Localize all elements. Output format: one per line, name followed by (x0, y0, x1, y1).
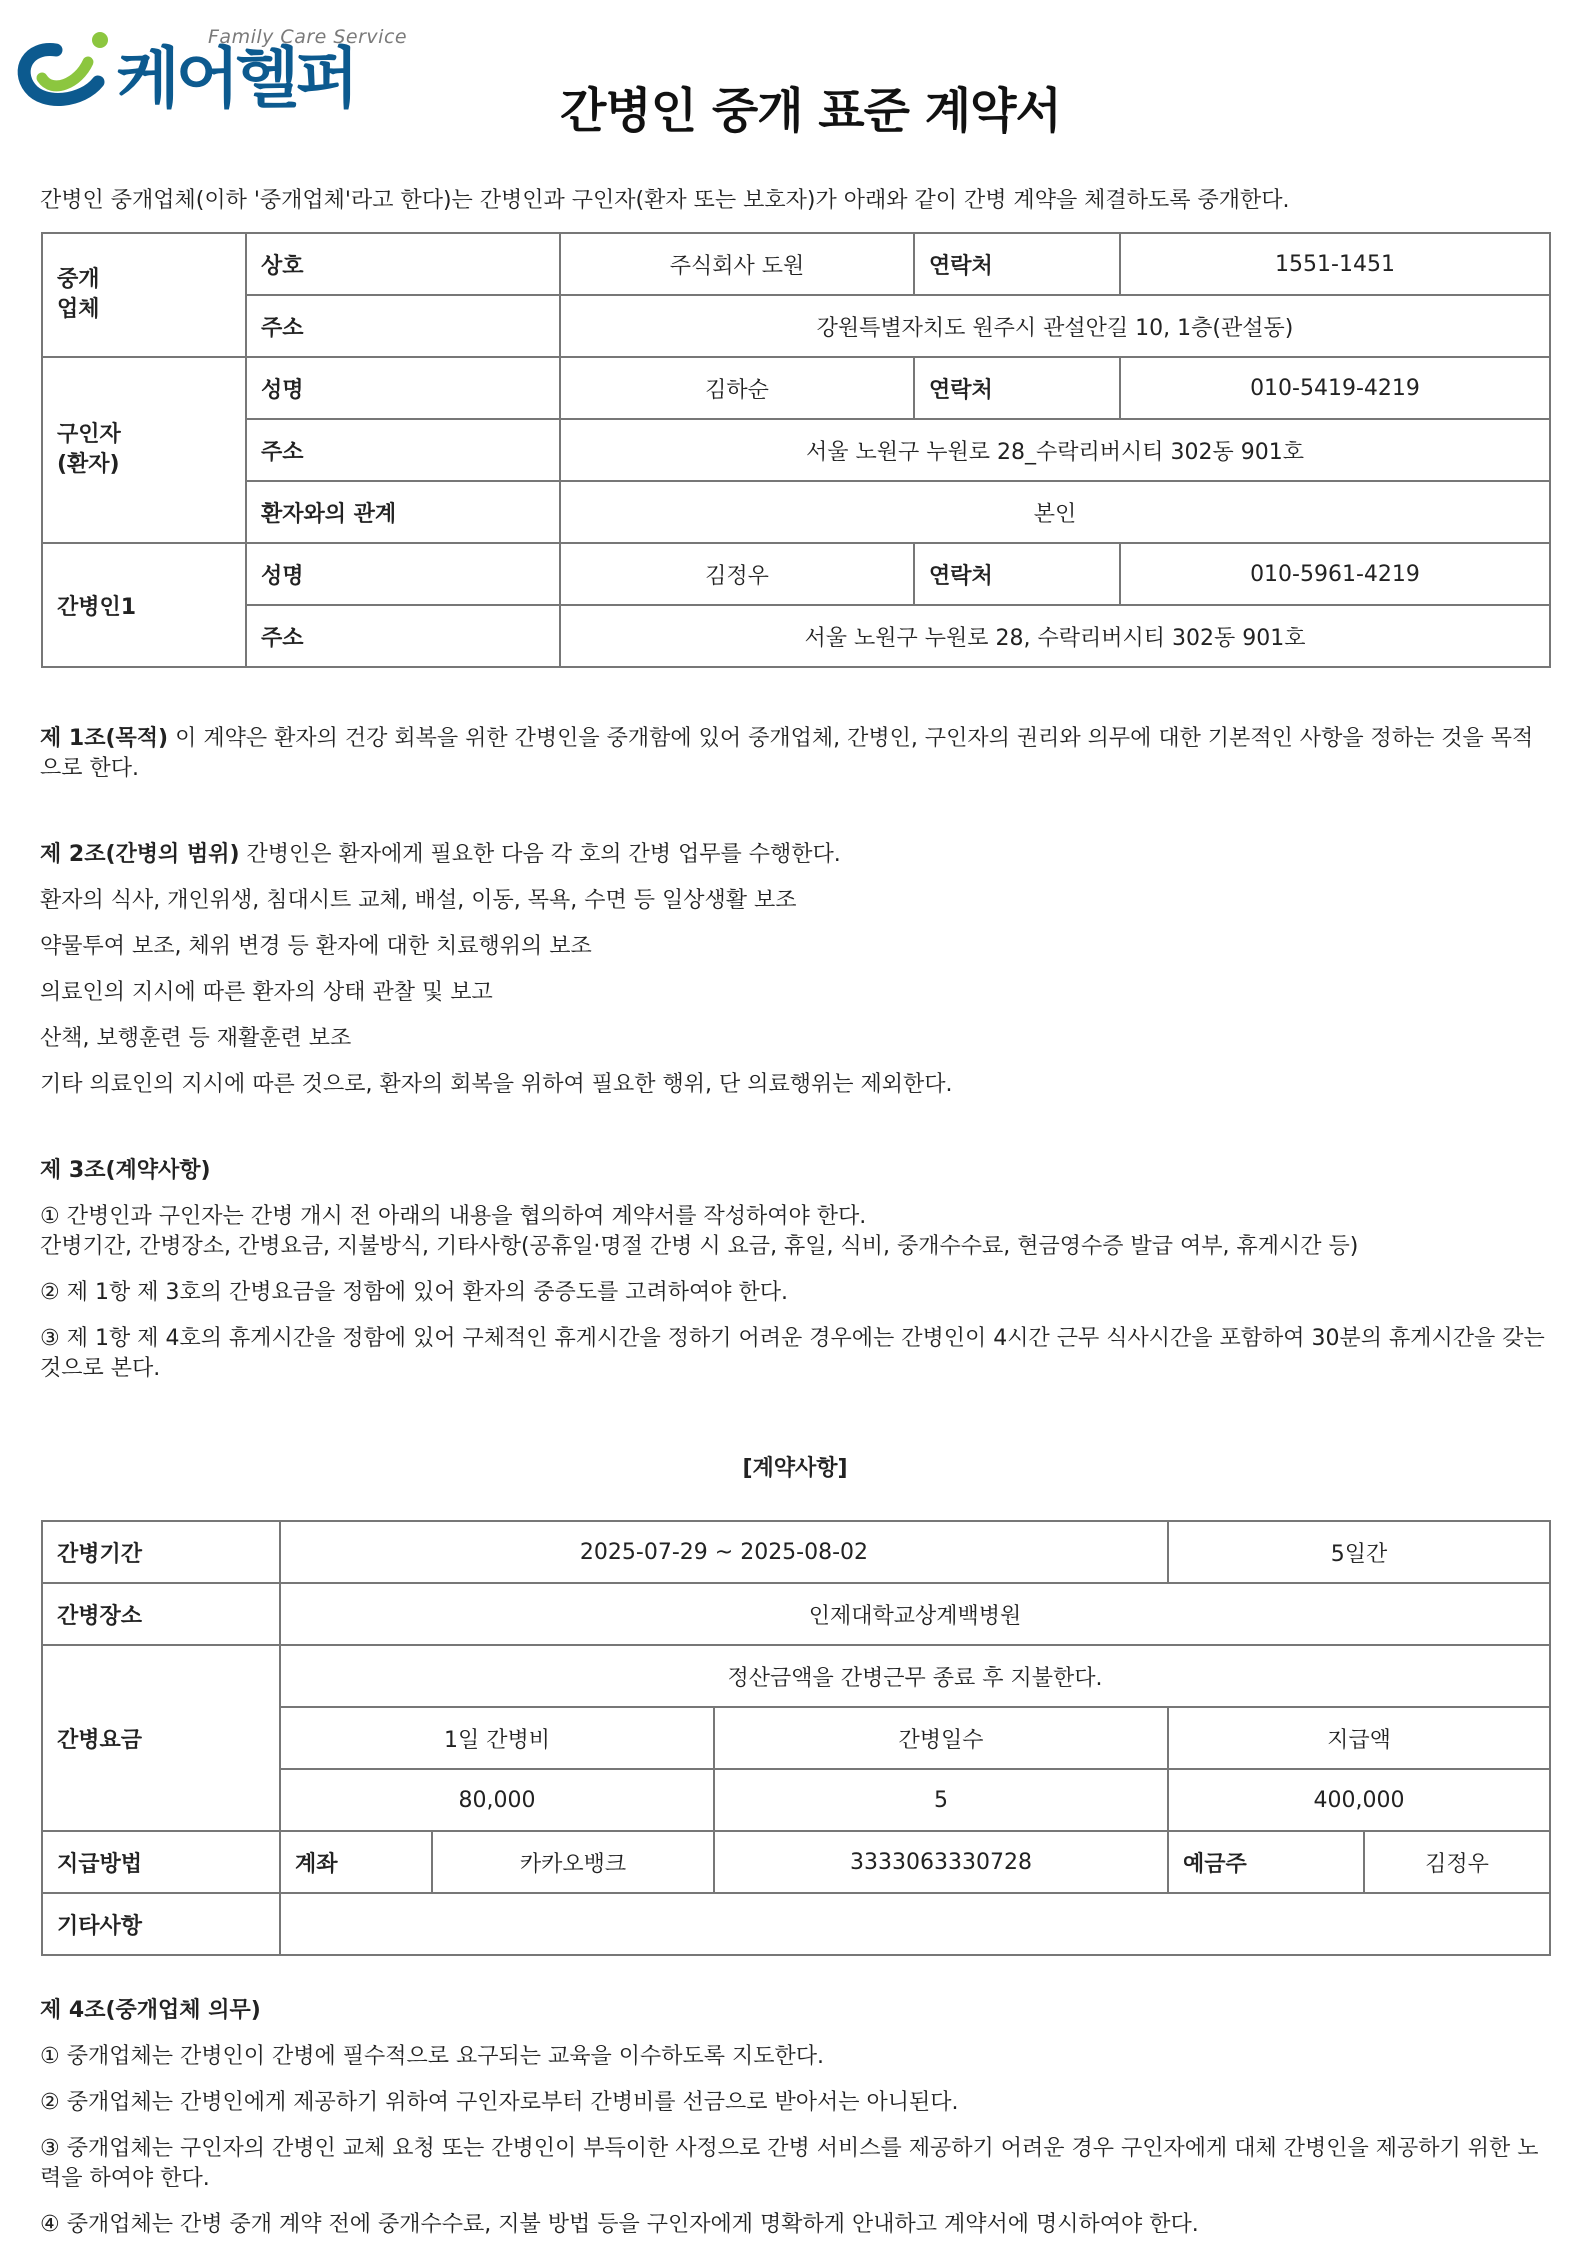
client-rel-label: 환자와의 관계 (246, 481, 560, 543)
article-3-p2: ② 제 1항 제 3호의 간병요금을 정함에 있어 환자의 중증도를 고려하여야 한다. (40, 1280, 788, 1305)
article-1-title: 제 1조(목적) (40, 726, 169, 751)
article-1 (40, 724, 1550, 784)
logo-wordmark: 케어헬퍼 (116, 40, 356, 117)
period-value: 2025-07-29 ~ 2025-08-02 (280, 1521, 1168, 1583)
agency-name-label: 상호 (246, 233, 560, 295)
fee-days-label: 간병일수 (714, 1707, 1168, 1769)
agency-phone: 1551-1451 (1120, 233, 1550, 295)
article-2-title: 제 2조(간병의 범위) (40, 842, 240, 867)
client-addr-label: 주소 (246, 419, 560, 481)
article-4-item: ② 중개업체는 간병인에게 제공하기 위하여 구인자로부터 간병비를 선금으로 받아서는 아니된다. (40, 2090, 959, 2115)
intro-text: 간병인 중개업체(이하 '중개업체'라고 한다)는 간병인과 구인자(환자 또는 보호자)가 아래와 같이 간병 계약을 체결하도록 중개한다. (40, 188, 1290, 213)
article-3-p3: ③ 제 1항 제 4호의 휴게시간을 정함에 있어 구체적인 휴게시간을 정하기 어려운 경우에는 간병인이 4시간 근무 식사시간을 포함하여 30분의 휴게시간을 갖는 것으로 본다. (40, 1326, 1545, 1381)
agency-addr: 강원특별자치도 원주시 관설안길 10, 1층(관설동) (560, 295, 1550, 357)
company-logo (8, 22, 408, 122)
article-2-item: 의료인의 지시에 따른 환자의 상태 관찰 및 보고 (40, 980, 493, 1005)
etc-label: 기타사항 (42, 1893, 280, 1955)
client-name-label: 성명 (246, 357, 560, 419)
carer-name-label: 성명 (246, 543, 560, 605)
article-4-item: ① 중개업체는 간병인이 간병에 필수적으로 요구되는 교육을 이수하도록 지도한다. (40, 2044, 824, 2069)
parties-table (41, 232, 1551, 668)
fee-daily: 80,000 (280, 1769, 714, 1831)
article-4-item: ③ 중개업체는 구인자의 간병인 교체 요청 또는 간병인이 부득이한 사정으로 간병 서비스를 제공하기 어려운 경우 구인자에게 대체 간병인을 제공하기 위한 노력을 하여야 한다. (40, 2136, 1539, 2191)
contract-heading: [계약사항] (742, 1456, 848, 1481)
fee-label: 간병요금 (42, 1645, 280, 1831)
agency-label: 중개 업체 (42, 233, 246, 357)
contract-table (41, 1520, 1551, 1956)
place-value: 인제대학교상계백병원 (280, 1583, 1550, 1645)
article-3-title: 제 3조(계약사항) (40, 1158, 211, 1183)
client-phone: 010-5419-4219 (1120, 357, 1550, 419)
fee-note: 정산금액을 간병근무 종료 후 지불한다. (280, 1645, 1550, 1707)
agency-name: 주식회사 도원 (560, 233, 914, 295)
period-days: 5일간 (1168, 1521, 1550, 1583)
client-label: 구인자 (환자) (42, 357, 246, 543)
article-4-item: ④ 중개업체는 간병 중개 계약 전에 중개수수료, 지불 방법 등을 구인자에게 명확하게 안내하고 계약서에 명시하여야 한다. (40, 2212, 1199, 2237)
logo-tagline: Family Care Service (208, 26, 408, 48)
client-name: 김하순 (560, 357, 914, 419)
place-label: 간병장소 (42, 1583, 280, 1645)
article-2-item: 환자의 식사, 개인위생, 침대시트 교체, 배설, 이동, 목욕, 수면 등 일상생활 보조 (40, 888, 797, 913)
care-helper-logo-icon (8, 22, 118, 122)
carer-label: 간병인1 (42, 543, 246, 667)
carer-phone-label: 연락처 (914, 543, 1120, 605)
carer-addr: 서울 노원구 누원로 28, 수락리버시티 302동 901호 (560, 605, 1550, 667)
agency-addr-label: 주소 (246, 295, 560, 357)
holder-name: 김정우 (1364, 1831, 1550, 1893)
bank-name: 카카오뱅크 (432, 1831, 714, 1893)
period-label: 간병기간 (42, 1521, 280, 1583)
article-2-item: 약물투여 보조, 체위 변경 등 환자에 대한 치료행위의 보조 (40, 934, 592, 959)
account-label: 계좌 (280, 1831, 432, 1893)
client-addr: 서울 노원구 누원로 28_수락리버시티 302동 901호 (560, 419, 1550, 481)
client-rel: 본인 (560, 481, 1550, 543)
article-4-title: 제 4조(중개업체 의무) (40, 1998, 261, 2023)
carer-phone: 010-5961-4219 (1120, 543, 1550, 605)
page-title: 간병인 중개 표준 계약서 (560, 83, 1061, 139)
article-3-p1b: 간병기간, 간병장소, 간병요금, 지불방식, 기타사항(공휴일·명절 간병 시 요금, 휴일, 식비, 중개수수료, 현금영수증 발급 여부, 휴게시간 등) (40, 1234, 1359, 1259)
fee-days: 5 (714, 1769, 1168, 1831)
article-3-p1a: ① 간병인과 구인자는 간병 개시 전 아래의 내용을 협의하여 계약서를 작성하여야 한다. (40, 1204, 867, 1229)
carer-name: 김정우 (560, 543, 914, 605)
fee-daily-label: 1일 간병비 (280, 1707, 714, 1769)
article-2-item: 기타 의료인의 지시에 따른 것으로, 환자의 회복을 위하여 필요한 행위, 단 의료행위는 제외한다. (40, 1072, 953, 1097)
carer-addr-label: 주소 (246, 605, 560, 667)
holder-label: 예금주 (1168, 1831, 1364, 1893)
agency-phone-label: 연락처 (914, 233, 1120, 295)
article-1-text: 이 계약은 환자의 건강 회복을 위한 간병인을 중개함에 있어 중개업체, 간병인, 구인자의 권리와 의무에 대한 기본적인 사항을 정하는 것을 목적으로 한다. (40, 726, 1534, 781)
pay-label: 지급방법 (42, 1831, 280, 1893)
article-2-item: 산책, 보행훈련 등 재활훈련 보조 (40, 1026, 352, 1051)
article-2 (40, 840, 1550, 870)
fee-total-label: 지급액 (1168, 1707, 1550, 1769)
fee-total: 400,000 (1168, 1769, 1550, 1831)
etc-value (280, 1893, 1550, 1955)
article-2-text: 간병인은 환자에게 필요한 다음 각 호의 간병 업무를 수행한다. (239, 842, 841, 867)
client-phone-label: 연락처 (914, 357, 1120, 419)
account-number: 3333063330728 (714, 1831, 1168, 1893)
